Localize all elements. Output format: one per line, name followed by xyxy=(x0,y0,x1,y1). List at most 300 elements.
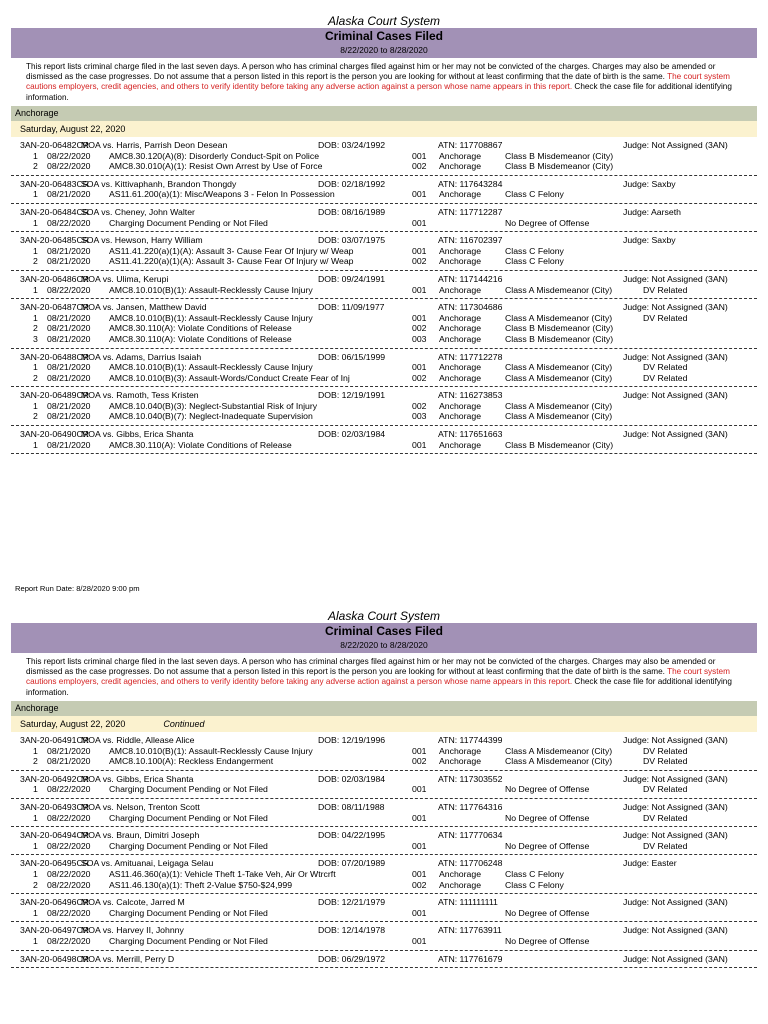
disclaimer-end: Check the case file for additional identifying information. xyxy=(26,677,732,697)
charge-date: 08/21/2020 xyxy=(47,411,91,422)
charge-date: 08/22/2020 xyxy=(47,161,91,172)
charge-number: 1 xyxy=(33,868,38,879)
charge-row xyxy=(11,813,757,824)
charge-row xyxy=(11,285,757,296)
charge-description: AMC8.10.100(A): Reckless Endangerment xyxy=(109,756,274,767)
disclaimer-end: Check the case file for additional identifying information. xyxy=(26,82,732,102)
case-dob: DOB: 02/03/1984 xyxy=(318,773,386,784)
case-parties: SOA vs. Amituanai, Leigaga Selau xyxy=(81,858,214,869)
charge-location: Anchorage xyxy=(439,879,482,890)
case-entry xyxy=(11,426,757,454)
case-atn: ATN: 117770634 xyxy=(438,830,503,841)
case-dob: DOB: 12/19/1996 xyxy=(318,735,386,745)
charge-class: Class A Misdemeanor (City) xyxy=(505,400,613,411)
case-judge: Judge: Not Assigned (3AN) xyxy=(623,953,728,964)
charge-description: AMC8.30.110(A): Violate Conditions of Release xyxy=(109,323,292,334)
case-entry xyxy=(11,232,757,271)
case-header-row xyxy=(11,954,757,965)
charge-row xyxy=(11,936,757,947)
report-page-2 xyxy=(0,609,768,968)
dv-flag: DV Related xyxy=(643,812,688,823)
case-judge: Judge: Not Assigned (3AN) xyxy=(623,735,728,745)
case-atn: ATN: 117712287 xyxy=(438,206,503,217)
case-parties: MOA vs. Riddle, Allease Alice xyxy=(81,735,195,745)
charge-number: 1 xyxy=(33,217,38,228)
case-atn: ATN: 117303552 xyxy=(438,773,503,784)
charge-class: Class B Misdemeanor (City) xyxy=(505,161,614,172)
charge-date: 08/21/2020 xyxy=(47,245,91,256)
case-atn: ATN: 117763911 xyxy=(438,925,502,936)
case-judge: Judge: Not Assigned (3AN) xyxy=(623,390,728,401)
charge-description: Charging Document Pending or Not Filed xyxy=(109,840,268,851)
case-dob: DOB: 03/24/1992 xyxy=(318,140,386,150)
court-system-header: Alaska Court System xyxy=(327,609,441,623)
charge-location: Anchorage xyxy=(439,245,482,256)
case-parties: SOA vs. Cheney, John Walter xyxy=(81,206,195,217)
dv-flag: DV Related xyxy=(643,840,688,851)
case-parties: MOA vs. Braun, Dimitri Joseph xyxy=(81,830,200,841)
charge-sequence: 001 xyxy=(412,217,427,228)
case-atn: ATN: 117761679 xyxy=(438,953,503,964)
case-atn: ATN: 117712278 xyxy=(438,351,503,362)
case-header-row xyxy=(11,235,757,246)
charge-date: 08/22/2020 xyxy=(47,907,91,918)
charge-date: 08/21/2020 xyxy=(47,256,91,267)
case-parties: MOA vs. Adams, Darrius Isaiah xyxy=(81,351,202,362)
charge-class: No Degree of Offense xyxy=(505,935,590,946)
charge-location: Anchorage xyxy=(439,150,482,161)
charge-description: AS11.41.220(a)(1)(A): Assault 3- Cause Fear Of Injury w/ Weap xyxy=(109,245,354,256)
charge-date: 08/21/2020 xyxy=(47,189,91,200)
case-header-row xyxy=(11,429,757,440)
case-header-row xyxy=(11,830,757,841)
charge-date: 08/21/2020 xyxy=(47,439,91,450)
case-dob: DOB: 06/29/1972 xyxy=(318,953,386,964)
charge-description: AS11.46.360(a)(1): Vehicle Theft 1-Take Veh, Air Or Wtrcrft xyxy=(109,868,336,879)
charge-sequence: 001 xyxy=(412,439,427,450)
charge-row xyxy=(11,323,757,334)
charge-class: Class A Misdemeanor (City) xyxy=(505,745,613,756)
case-number: 3AN-20-06489CR xyxy=(20,390,90,401)
case-parties: SOA vs. Hewson, Harry William xyxy=(81,235,203,246)
case-parties: MOA vs. Harris, Parrish Deon Desean xyxy=(81,140,228,150)
case-header-row xyxy=(11,925,757,936)
case-number: 3AN-20-06483CR xyxy=(20,178,90,189)
case-number: 3AN-20-06494CR xyxy=(20,830,90,841)
charge-class: No Degree of Offense xyxy=(505,812,590,823)
case-judge: Judge: Saxby xyxy=(623,235,676,246)
charge-date: 08/21/2020 xyxy=(47,362,91,373)
report-run-date: Report Run Date: 8/28/2020 9:00 pm xyxy=(15,584,140,593)
case-entry xyxy=(11,827,757,855)
charge-row xyxy=(11,401,757,412)
charge-date: 08/22/2020 xyxy=(47,284,91,295)
charge-class: Class B Misdemeanor (City) xyxy=(505,323,614,334)
charge-description: Charging Document Pending or Not Filed xyxy=(109,935,268,946)
case-entry xyxy=(11,732,757,771)
charge-date: 08/22/2020 xyxy=(47,879,91,890)
disclaimer-warning: The court system cautions employers, credit agencies, and others to verify identity before taking any adverse action against a person whose name appears in this report. xyxy=(26,667,730,687)
dv-flag: DV Related xyxy=(643,284,688,295)
charge-sequence: 002 xyxy=(412,400,427,411)
charge-description: Charging Document Pending or Not Filed xyxy=(109,784,268,795)
charge-number: 1 xyxy=(33,150,38,161)
charge-description: AS11.46.130(a)(1): Theft 2-Value $750-$24,999 xyxy=(109,879,293,890)
charge-number: 2 xyxy=(33,161,38,172)
charge-description: AMC8.10.010(B)(1): Assault-Recklessly Cause Injury xyxy=(109,745,313,756)
charge-sequence: 001 xyxy=(412,189,427,200)
charge-location: Anchorage xyxy=(439,400,482,411)
case-atn: ATN: 117304686 xyxy=(438,302,503,313)
dv-flag: DV Related xyxy=(643,745,688,756)
charge-number: 1 xyxy=(33,245,38,256)
charge-row xyxy=(11,841,757,852)
charge-sequence: 003 xyxy=(412,333,427,344)
case-atn: ATN: 116273853 xyxy=(438,390,503,401)
case-judge: Judge: Not Assigned (3AN) xyxy=(623,429,728,440)
charge-location: Anchorage xyxy=(439,362,482,373)
case-parties: MOA vs. Gibbs, Erica Shanta xyxy=(81,429,194,440)
case-dob: DOB: 12/19/1991 xyxy=(318,390,386,401)
case-entry xyxy=(11,137,757,176)
case-dob: DOB: 07/20/1989 xyxy=(318,858,386,869)
date-range: 8/22/2020 to 8/28/2020 xyxy=(340,640,428,650)
charge-description: AMC8.30.110(A): Violate Conditions of Release xyxy=(109,439,292,450)
case-atn: ATN: 117643284 xyxy=(438,178,503,189)
charge-description: Charging Document Pending or Not Filed xyxy=(109,812,268,823)
charge-sequence: 001 xyxy=(412,784,427,795)
charge-row xyxy=(11,880,757,891)
charge-number: 1 xyxy=(33,400,38,411)
charge-sequence: 001 xyxy=(412,868,427,879)
charge-class: Class A Misdemeanor (City) xyxy=(505,362,613,373)
charge-class: Class A Misdemeanor (City) xyxy=(505,284,613,295)
case-number: 3AN-20-06495CR xyxy=(20,858,90,869)
charge-date: 08/21/2020 xyxy=(47,400,91,411)
charge-date: 08/21/2020 xyxy=(47,333,91,344)
case-number: 3AN-20-06492CR xyxy=(20,773,90,784)
case-number: 3AN-20-06485CR xyxy=(20,235,90,246)
charge-location: Anchorage xyxy=(439,411,482,422)
charge-class: No Degree of Offense xyxy=(505,217,590,228)
case-entry xyxy=(11,271,757,299)
charge-location: Anchorage xyxy=(439,868,482,879)
charge-row xyxy=(11,373,757,384)
charge-row xyxy=(11,161,757,172)
case-judge: Judge: Not Assigned (3AN) xyxy=(623,273,728,284)
charge-description: Charging Document Pending or Not Filed xyxy=(109,217,268,228)
case-parties: MOA vs. Nelson, Trenton Scott xyxy=(81,801,200,812)
case-parties: MOA vs. Ramoth, Tess Kristen xyxy=(81,390,199,401)
disclaimer-text: This report lists criminal charge filed in the last seven days. A person who has criminal charges filed against him or her may not be convicted of the charges. Charges may also be amended or dismissed as the case progresses. Do not assume that a person listed in this report is the person you are looking for without at least confirming that the date of birth is the same. xyxy=(26,62,716,82)
charge-sequence: 001 xyxy=(412,907,427,918)
charge-location: Anchorage xyxy=(439,439,482,450)
charge-class: No Degree of Offense xyxy=(505,907,590,918)
charge-row xyxy=(11,151,757,162)
case-dob: DOB: 11/09/1977 xyxy=(318,302,385,313)
charge-date: 08/22/2020 xyxy=(47,868,91,879)
case-dob: DOB: 12/21/1979 xyxy=(318,897,386,908)
charge-date: 08/22/2020 xyxy=(47,150,91,161)
case-judge: Judge: Aarseth xyxy=(623,206,681,217)
case-dob: DOB: 09/24/1991 xyxy=(318,273,386,284)
case-header-row xyxy=(11,274,757,285)
charge-number: 1 xyxy=(33,312,38,323)
case-atn: ATN: 117764316 xyxy=(438,801,503,812)
charge-sequence: 001 xyxy=(412,840,427,851)
charge-number: 1 xyxy=(33,812,38,823)
charge-description: AMC8.30.120(A)(8): Disorderly Conduct-Spit on Police xyxy=(109,150,320,161)
charge-number: 2 xyxy=(33,256,38,267)
charge-number: 1 xyxy=(33,189,38,200)
charge-location: Anchorage xyxy=(439,745,482,756)
charge-location: Anchorage xyxy=(439,312,482,323)
dv-flag: DV Related xyxy=(643,312,688,323)
charge-sequence: 002 xyxy=(412,372,427,383)
court-system-header: Alaska Court System xyxy=(327,14,441,28)
charge-row xyxy=(11,218,757,229)
charge-row xyxy=(11,440,757,451)
case-number: 3AN-20-06482CR xyxy=(20,140,90,150)
charge-location: Anchorage xyxy=(439,189,482,200)
case-parties: MOA vs. Merrill, Perry D xyxy=(81,953,175,964)
charge-number: 1 xyxy=(33,907,38,918)
charge-description: AMC8.30.110(A): Violate Conditions of Release xyxy=(109,333,292,344)
dv-flag: DV Related xyxy=(643,362,688,373)
charge-class: Class A Misdemeanor (City) xyxy=(505,372,613,383)
case-atn: ATN: 116702397 xyxy=(438,235,503,246)
case-parties: MOA vs. Ulima, Kerupi xyxy=(81,273,169,284)
day-header xyxy=(11,121,757,137)
charge-description: AMC8.10.040(B)(7): Neglect-Inadequate Supervision xyxy=(109,411,313,422)
charge-description: AMC8.10.010(B)(1): Assault-Recklessly Cause Injury xyxy=(109,312,313,323)
disclaimer xyxy=(26,62,753,106)
dv-flag: DV Related xyxy=(643,756,688,767)
charge-class: Class B Misdemeanor (City) xyxy=(505,439,614,450)
charge-row xyxy=(11,908,757,919)
charge-row xyxy=(11,411,757,422)
charge-row xyxy=(11,334,757,345)
charge-location: Anchorage xyxy=(439,323,482,334)
charge-description: AMC8.10.010(B)(1): Assault-Recklessly Cause Injury xyxy=(109,362,313,373)
case-header-row xyxy=(11,735,757,746)
charge-class: Class B Misdemeanor (City) xyxy=(505,333,614,344)
dv-flag: DV Related xyxy=(643,372,688,383)
charge-class: Class C Felony xyxy=(505,879,564,890)
charge-description: Charging Document Pending or Not Filed xyxy=(109,907,268,918)
location-header: Anchorage xyxy=(11,701,757,716)
case-judge: Judge: Not Assigned (3AN) xyxy=(623,773,728,784)
case-entry xyxy=(11,799,757,827)
charge-row xyxy=(11,756,757,767)
charge-number: 1 xyxy=(33,362,38,373)
charge-class: No Degree of Offense xyxy=(505,840,590,851)
case-dob: DOB: 02/18/1992 xyxy=(318,178,386,189)
case-header-row xyxy=(11,802,757,813)
charge-number: 1 xyxy=(33,284,38,295)
case-entry xyxy=(11,387,757,426)
case-header-row xyxy=(11,140,757,151)
case-header-row xyxy=(11,352,757,363)
charge-sequence: 001 xyxy=(412,812,427,823)
charge-sequence: 002 xyxy=(412,256,427,267)
charge-number: 1 xyxy=(33,745,38,756)
charge-class: Class C Felony xyxy=(505,256,564,267)
charge-sequence: 001 xyxy=(412,362,427,373)
case-dob: DOB: 02/03/1984 xyxy=(318,429,386,440)
charge-description: AS11.61.200(a)(1): Misc/Weapons 3 - Felon In Possession xyxy=(109,189,335,200)
charge-class: Class A Misdemeanor (City) xyxy=(505,312,613,323)
charge-row xyxy=(11,362,757,373)
charge-date: 08/22/2020 xyxy=(47,935,91,946)
case-number: 3AN-20-06487CR xyxy=(20,302,90,313)
case-number: 3AN-20-06484CR xyxy=(20,206,90,217)
report-title: Criminal Cases Filed xyxy=(324,624,444,638)
charge-sequence: 001 xyxy=(412,245,427,256)
charge-sequence: 001 xyxy=(412,312,427,323)
charge-date: 08/22/2020 xyxy=(47,812,91,823)
case-number: 3AN-20-06496CR xyxy=(20,897,90,908)
case-header-row xyxy=(11,207,757,218)
case-dob: DOB: 06/15/1999 xyxy=(318,351,386,362)
charge-location: Anchorage xyxy=(439,284,482,295)
charge-location: Anchorage xyxy=(439,256,482,267)
case-number: 3AN-20-06493CR xyxy=(20,801,90,812)
charge-sequence: 001 xyxy=(412,745,427,756)
case-header-row xyxy=(11,390,757,401)
charge-date: 08/21/2020 xyxy=(47,372,91,383)
case-judge: Judge: Not Assigned (3AN) xyxy=(623,302,728,313)
case-judge: Judge: Not Assigned (3AN) xyxy=(623,351,728,362)
case-dob: DOB: 04/22/1995 xyxy=(318,830,386,841)
charge-class: Class A Misdemeanor (City) xyxy=(505,411,613,422)
charge-description: AMC8.10.010(B)(1): Assault-Recklessly Cause Injury xyxy=(109,284,313,295)
case-header-row xyxy=(11,897,757,908)
charge-description: AMC8.30.010(A)(1): Resist Own Arrest by Use of Force xyxy=(109,161,323,172)
report-page-1 xyxy=(0,14,768,593)
continued-label: Continued xyxy=(163,719,205,729)
charge-number: 1 xyxy=(33,784,38,795)
case-entry xyxy=(11,951,757,969)
case-header-row xyxy=(11,858,757,869)
case-number: 3AN-20-06488CR xyxy=(20,351,90,362)
case-entry xyxy=(11,855,757,894)
case-dob: DOB: 08/11/1988 xyxy=(318,801,385,812)
case-atn: ATN: 117144216 xyxy=(438,273,503,284)
day-header xyxy=(11,716,757,732)
case-atn: ATN: 111111111 xyxy=(438,897,498,908)
charge-description: AS11.41.220(a)(1)(A): Assault 3- Cause Fear Of Injury w/ Weap xyxy=(109,256,354,267)
charge-number: 3 xyxy=(33,333,38,344)
charge-location: Anchorage xyxy=(439,161,482,172)
charge-description: AMC8.10.010(B)(3): Assault-Words/Conduct Create Fear of Inj xyxy=(109,372,350,383)
charge-row xyxy=(11,313,757,324)
case-number: 3AN-20-06486CR xyxy=(20,273,90,284)
charge-class: Class B Misdemeanor (City) xyxy=(505,150,614,161)
charge-sequence: 002 xyxy=(412,756,427,767)
charge-sequence: 001 xyxy=(412,935,427,946)
charge-class: Class C Felony xyxy=(505,189,564,200)
charge-row xyxy=(11,189,757,200)
location-header: Anchorage xyxy=(11,106,757,121)
report-title: Criminal Cases Filed xyxy=(324,29,444,43)
case-entry xyxy=(11,922,757,950)
case-entry xyxy=(11,771,757,799)
charge-number: 1 xyxy=(33,935,38,946)
charge-date: 08/21/2020 xyxy=(47,323,91,334)
charge-location: Anchorage xyxy=(439,372,482,383)
disclaimer xyxy=(26,657,753,701)
charge-number: 2 xyxy=(33,323,38,334)
charge-number: 2 xyxy=(33,372,38,383)
charge-description: AMC8.10.040(B)(3): Neglect-Substantial Risk of Injury xyxy=(109,400,318,411)
charge-date: 08/21/2020 xyxy=(47,745,91,756)
case-atn: ATN: 117744399 xyxy=(438,735,503,745)
disclaimer-warning: The court system cautions employers, credit agencies, and others to verify identity before taking any adverse action against a person whose name appears in this report. xyxy=(26,72,730,92)
charge-date: 08/22/2020 xyxy=(47,840,91,851)
case-dob: DOB: 08/16/1989 xyxy=(318,206,386,217)
case-entry xyxy=(11,894,757,922)
charge-row xyxy=(11,784,757,795)
date-range: 8/22/2020 to 8/28/2020 xyxy=(340,45,428,55)
case-number: 3AN-20-06497CR xyxy=(20,925,90,936)
charge-number: 1 xyxy=(33,439,38,450)
day-label: Saturday, August 22, 2020 xyxy=(20,124,126,134)
case-parties: MOA vs. Calcote, Jarred M xyxy=(81,897,185,908)
case-judge: Judge: Not Assigned (3AN) xyxy=(623,140,728,150)
charge-date: 08/21/2020 xyxy=(47,312,91,323)
charge-row xyxy=(11,256,757,267)
case-entry xyxy=(11,349,757,388)
charge-row xyxy=(11,746,757,757)
charge-sequence: 003 xyxy=(412,411,427,422)
charge-date: 08/22/2020 xyxy=(47,784,91,795)
charge-sequence: 002 xyxy=(412,323,427,334)
case-entry xyxy=(11,204,757,232)
case-judge: Judge: Not Assigned (3AN) xyxy=(623,801,728,812)
case-number: 3AN-20-06490CR xyxy=(20,429,90,440)
case-dob: DOB: 12/14/1978 xyxy=(318,925,386,936)
title-band xyxy=(11,623,757,653)
case-judge: Judge: Not Assigned (3AN) xyxy=(623,830,728,841)
case-number: 3AN-20-06498CR xyxy=(20,953,90,964)
charge-number: 1 xyxy=(33,840,38,851)
case-judge: Judge: Not Assigned (3AN) xyxy=(623,897,728,908)
charge-sequence: 001 xyxy=(412,284,427,295)
case-number: 3AN-20-06491CR xyxy=(20,735,90,745)
day-label: Saturday, August 22, 2020 xyxy=(20,719,126,729)
charge-number: 2 xyxy=(33,879,38,890)
charge-location: Anchorage xyxy=(439,756,482,767)
charge-class: Class A Misdemeanor (City) xyxy=(505,756,613,767)
case-parties: MOA vs. Harvey II, Johnny xyxy=(81,925,184,936)
case-header-row xyxy=(11,774,757,785)
case-atn: ATN: 117708867 xyxy=(438,140,503,150)
charge-row xyxy=(11,246,757,257)
case-atn: ATN: 117706248 xyxy=(438,858,503,869)
charge-row xyxy=(11,869,757,880)
case-header-row xyxy=(11,179,757,190)
case-judge: Judge: Not Assigned (3AN) xyxy=(623,925,728,936)
charge-date: 08/21/2020 xyxy=(47,756,91,767)
case-judge: Judge: Easter xyxy=(623,858,677,869)
charge-number: 2 xyxy=(33,756,38,767)
charge-sequence: 001 xyxy=(412,150,427,161)
dv-flag: DV Related xyxy=(643,784,688,795)
case-atn: ATN: 117651663 xyxy=(438,429,503,440)
charge-class: No Degree of Offense xyxy=(505,784,590,795)
charge-class: Class C Felony xyxy=(505,868,564,879)
